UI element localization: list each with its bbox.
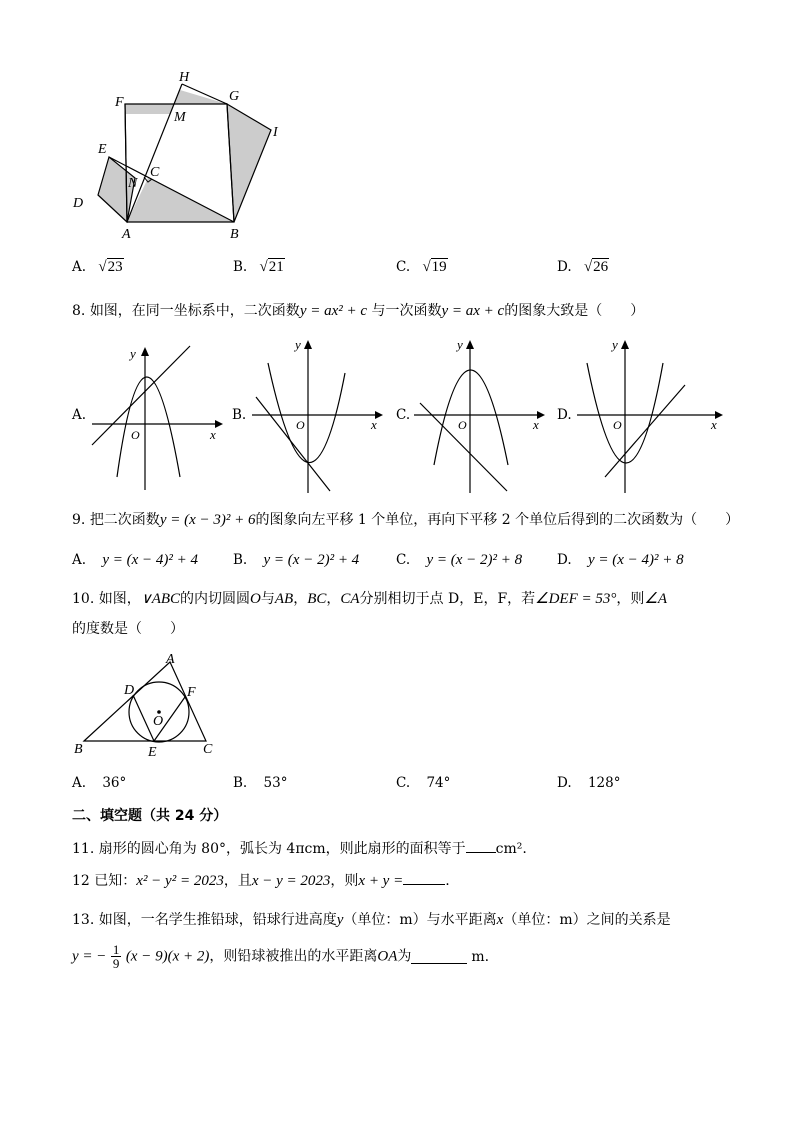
q13-stem-line1 <box>72 911 671 929</box>
q11-text: cm². <box>495 841 527 857</box>
label-g: G <box>229 89 240 104</box>
q9-text: 把二次函数 <box>89 512 160 528</box>
label-e: E <box>98 142 107 157</box>
sqrt-expression: √19 <box>422 259 447 275</box>
option-letter: C. <box>396 259 411 275</box>
option-value: 128° <box>587 775 621 791</box>
square-right <box>227 104 271 222</box>
label-d: D <box>124 683 135 698</box>
origin-label: O <box>296 418 305 432</box>
q10-figure <box>70 648 220 760</box>
q9-option-a[interactable] <box>72 552 198 569</box>
q12-formula: x + y = <box>358 873 404 889</box>
y-axis-label: y <box>612 337 618 352</box>
origin-label: O <box>458 418 467 432</box>
q13-formula-rhs: (x − 9)(x + 2) <box>125 948 210 965</box>
q13-text: （单位：m）之间的关系是 <box>503 912 671 928</box>
label-a: A <box>166 652 175 667</box>
q11-stem <box>72 838 527 858</box>
q9-option-b[interactable] <box>233 552 359 569</box>
sqrt-expression: √26 <box>583 259 609 275</box>
label-c: C <box>203 742 213 757</box>
q10-option-d[interactable] <box>557 775 620 791</box>
q10-bc: BC <box>307 591 327 607</box>
q13-formula-lhs: y = − <box>72 948 107 965</box>
q12-text: . <box>445 873 450 889</box>
q10-stem-line2: 的度数是（ ） <box>72 621 184 637</box>
q12-text: ，且 <box>223 873 252 889</box>
question-number: 10. <box>72 591 95 607</box>
y-axis-label: y <box>130 346 136 361</box>
option-letter: A. <box>72 259 87 275</box>
option-letter: D. <box>557 775 572 791</box>
triangle-shaded <box>127 178 234 222</box>
q10-ca: CA <box>340 591 360 607</box>
q13-stem-line2 <box>72 943 489 973</box>
q8-text: 如图，在同一坐标系中，二次函数 <box>89 303 300 319</box>
q10-text: 分别相切于点 D，E，F，若 <box>359 591 536 607</box>
graph-letter-c[interactable]: C. <box>396 407 411 423</box>
graph-letter-b[interactable]: B. <box>232 407 247 423</box>
q12-stem <box>72 870 450 890</box>
option-letter: D. <box>557 259 572 275</box>
q12-formula: x² − y² = 2023 <box>136 873 224 889</box>
label-b: B <box>74 742 83 757</box>
q8-formula-quadratic: y = ax² + c <box>299 303 368 319</box>
graph-d[interactable] <box>575 335 725 495</box>
q8-stem <box>72 302 644 320</box>
q10-text: 与 <box>260 591 275 607</box>
option-letter: C. <box>396 552 411 568</box>
question-number: 12 <box>72 873 90 889</box>
q7-option-c[interactable] <box>396 259 448 276</box>
label-e: E <box>148 745 157 760</box>
y-axis-label: y <box>295 337 301 352</box>
q13-text: 如图，一名学生推铅球，铅球行进高度 <box>98 912 337 928</box>
option-letter: C. <box>396 775 411 791</box>
question-number: 13. <box>72 912 95 928</box>
q10-option-c[interactable] <box>396 775 450 791</box>
label-f: F <box>187 685 196 700</box>
q12-text: 已知： <box>94 873 137 889</box>
q13-var-y: y <box>336 912 344 928</box>
q7-option-d[interactable] <box>557 259 609 276</box>
y-axis-label: y <box>457 337 463 352</box>
label-o: O <box>153 714 164 729</box>
label-c: C <box>150 165 160 180</box>
q8-text: 与一次函数 <box>371 303 442 319</box>
q7-option-a[interactable] <box>72 259 124 276</box>
option-value: 36° <box>102 775 127 791</box>
question-number: 8. <box>72 303 86 319</box>
q11-text: 扇形的圆心角为 80°，弧长为 4πcm，则此扇形的面积等于 <box>98 841 466 857</box>
label-f: F <box>115 95 124 110</box>
option-value: 74° <box>426 775 451 791</box>
option-letter: D. <box>557 552 572 568</box>
option-value: 53° <box>263 775 288 791</box>
sqrt-radicand: 19 <box>431 259 447 275</box>
q8-text: 的图象大致是（ ） <box>504 303 645 319</box>
graph-letter-a[interactable]: A. <box>72 407 87 423</box>
q10-triangle: ∨ABC <box>140 591 181 607</box>
label-i: I <box>273 125 278 140</box>
q13-fraction <box>111 943 122 970</box>
option-formula: y = (x − 4)² + 8 <box>587 552 684 568</box>
answer-blank[interactable] <box>403 870 445 885</box>
answer-blank[interactable] <box>411 949 467 964</box>
x-axis-label: x <box>533 417 539 432</box>
q13-oa: OA <box>377 948 398 965</box>
x-axis-label: x <box>711 417 717 432</box>
q7-figure <box>60 60 300 245</box>
q9-option-c[interactable] <box>396 552 522 569</box>
option-letter: B. <box>233 259 248 275</box>
q9-stem <box>72 511 739 529</box>
sqrt-expression: √23 <box>98 259 123 275</box>
graph-b[interactable] <box>250 335 385 495</box>
x-axis-label: x <box>210 427 216 442</box>
label-d: D <box>73 196 84 211</box>
option-formula: y = (x − 2)² + 4 <box>263 552 360 568</box>
q10-ab: AB <box>274 591 294 607</box>
q13-text: 为 <box>397 948 412 965</box>
q9-option-d[interactable] <box>557 552 684 569</box>
q10-stem-line1 <box>72 590 667 608</box>
sqrt-expression: √21 <box>259 259 284 275</box>
q8-formula-linear: y = ax + c <box>441 303 505 319</box>
q10-text: 的内切圆圆 <box>180 591 251 607</box>
fraction-denominator: 9 <box>112 956 120 971</box>
q10-comma: ， <box>326 591 341 607</box>
answer-blank[interactable] <box>466 838 496 853</box>
question-number: 11. <box>72 841 95 857</box>
q13-unit: m. <box>471 948 490 965</box>
question-number: 9. <box>72 512 86 528</box>
sqrt-radicand: 26 <box>593 259 609 275</box>
q9-text: 的图象向左平移 1 个单位，再向下平移 2 个单位后得到的二次函数为（ ） <box>255 512 740 528</box>
graph-c[interactable] <box>412 335 547 495</box>
graph-a[interactable] <box>90 342 225 492</box>
origin-label: O <box>131 428 140 442</box>
q10-circle: O <box>250 591 261 607</box>
sqrt-radicand: 21 <box>268 259 284 275</box>
q13-var-x: x <box>496 912 504 928</box>
q10-text: 如图， <box>98 591 141 607</box>
q10-comma: ， <box>293 591 308 607</box>
q12-text: ，则 <box>330 873 359 889</box>
label-n: N <box>128 176 138 191</box>
q13-text: （单位：m）与水平距离 <box>343 912 497 928</box>
option-formula: y = (x − 2)² + 8 <box>426 552 523 568</box>
graph-letter-d[interactable]: D. <box>557 407 572 423</box>
option-formula: y = (x − 4)² + 4 <box>102 552 199 568</box>
q10-option-a[interactable] <box>72 775 126 791</box>
label-h: H <box>179 70 190 85</box>
q10-text: ，则 <box>616 591 645 607</box>
q9-formula: y = (x − 3)² + 6 <box>159 512 256 528</box>
label-m: M <box>174 110 186 125</box>
origin-label: O <box>613 418 622 432</box>
q7-option-b[interactable] <box>233 259 285 276</box>
label-a: A <box>122 227 131 242</box>
option-letter: B. <box>233 775 248 791</box>
option-letter: B. <box>233 552 248 568</box>
option-letter: A. <box>72 552 87 568</box>
x-axis-label: x <box>371 417 377 432</box>
fraction-numerator: 1 <box>112 942 120 957</box>
q10-angle-a: ∠A <box>644 591 668 607</box>
q10-angle-def: ∠DEF = 53° <box>535 591 617 607</box>
label-b: B <box>230 227 239 242</box>
option-letter: A. <box>72 775 87 791</box>
section-title: 二、填空题（共 24 分） <box>72 808 228 824</box>
q10-option-b[interactable] <box>233 775 287 791</box>
q13-text: ，则铅球被推出的水平距离 <box>209 948 378 965</box>
q12-formula: x − y = 2023 <box>251 873 331 889</box>
sqrt-radicand: 23 <box>107 259 123 275</box>
